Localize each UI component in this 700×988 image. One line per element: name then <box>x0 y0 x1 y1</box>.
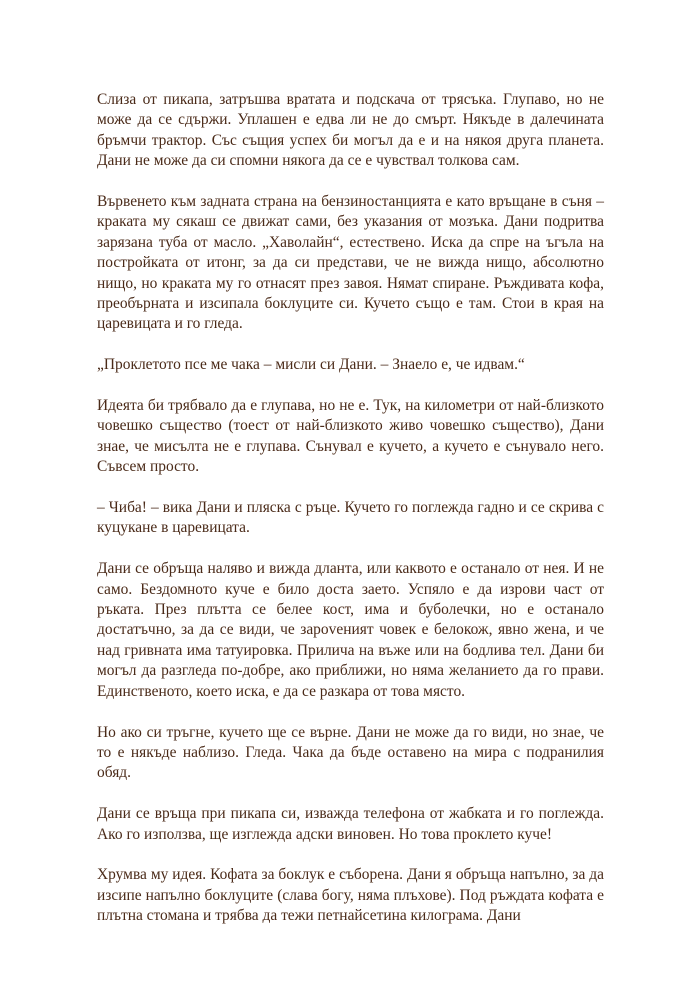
paragraph-3: „Проклетото псе ме чака – мисли си Дани. – Знаело е, че идвам.“ <box>97 356 525 374</box>
paragraph-1: Слиза от пикапа, затръшва вратата и подскача от трясъка. Глупаво, но не може да се сдържи. Уплашен е едва ли не до смърт. Някъде в далечината бръмчи трактор. Със същия успех би могъл да е и на някоя друга планета. Дани не може да си спомни някога да се е чувствал толкова сам. <box>97 91 604 170</box>
paragraph-8: Дани се връща при пикапа си, изважда телефона от жабката и го поглежда. Ако го използва, ще изглежда адски виновен. Но това проклето куче! <box>97 805 604 843</box>
paragraph-6: Дани се обръща наляво и вижда дланта, или каквото е останало от нея. И не само. Бездомното куче е било доста заето. Успяло е да изрови част от ръката. През плътта се белее кост, има и буболечки, но е останало достатъчно, за да се види, че зарovеният човек е белокож, явно жена, и че над гривната има татуировка. Прилича на въже или на бодлива тел. Дани би могъл да разгледа по-добре, ако приближи, но няма желанието да го прави. Единственото, което иска, е да се разкара от това място. <box>97 560 604 700</box>
paragraph-7: Но ако си тръгне, кучето ще се върне. Дани не може да го види, но знае, че то е някъде наблизо. Гледа. Чака да бъде оставено на мира с подранилия обяд. <box>97 723 604 782</box>
page-text <box>97 90 604 927</box>
paragraph-5: – Чиба! – вика Дани и пляска с ръце. Кучето го поглежда гадно и се скрива с куцукане в царевицата. <box>97 499 604 537</box>
paragraph-2: Вървенето към задната страна на бензиностанцията е като връщане в съня – краката му сякаш се движат сами, без указания от мозъка. Дани подритва зарязана туба от масло. „Хаволайн“, естествено. Иска да спре на ъгъла на постройката от итонг, за да си представи, че не вижда нищо, абсолютно нищо, но краката му го отнасят през завоя. Нямат спиране. Ръждивата кофа, преобърната и изсипала боклуците си. Кучето също е там. Стои в края на царевицата и го гледа. <box>97 193 604 333</box>
paragraph-9: Хрумва му идея. Кофата за боклук е съборена. Дани я обръща напълно, за да изсипе напълно боклуците (слава богу, няма плъхове). Под ръждата кофата е плътна стомана и трябва да тежи петнайсетина килограма. Дани <box>97 866 604 925</box>
paragraph-4: Идеята би трябвало да е глупава, но не е. Тук, на километри от най-близкото човешко същество (тоест от най-близкото живо човешко същество), Дани знае, че мисълта не е глупава. Сънувал е кучето, а кучето е сънувало него. Съвсем просто. <box>97 397 604 476</box>
